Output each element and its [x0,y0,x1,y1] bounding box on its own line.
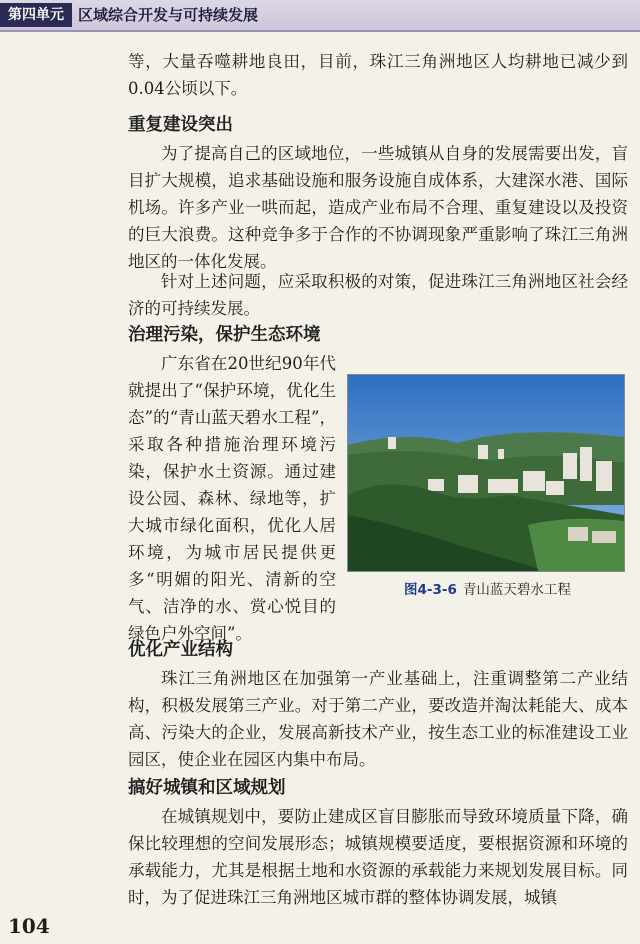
figure-title: 青山蓝天碧水工程 [462,582,571,598]
paragraph-continuation: 等，大量吞噬耕地良田，目前，珠江三角洲地区人均耕地已减少到0.04公顷以下。 [128,52,628,98]
paragraph-countermeasures: 针对上述问题，应采取积极的对策，促进珠江三角洲地区社会经济的可持续发展。 [128,272,628,318]
city-green-photo [347,374,625,572]
paragraph-duplicate-construction: 为了提高自己的区域地位，一些城镇从自身的发展需要出发，盲目扩大规模，追求基础设施和服务设施自成体系，大建深水港、国际机场。许多产业一哄而起，造成产业布局不合理、重复建设以及投资的巨大浪费。这种竞争多于合作的不协调现象严重影响了珠江三角洲地区的一体化发展。 [128,144,628,271]
section-heading-pollution: 治理污染，保护生态环境 [128,325,321,345]
section-heading-duplicate-construction: 重复建设突出 [128,115,233,135]
landscape-illustration [348,375,624,571]
figure-caption [404,578,571,598]
figure-number: 图4-3-6 [404,582,457,598]
paragraph-industry: 珠江三角洲地区在加强第一产业基础上，注重调整第二产业结构，积极发展第三产业。对于第二产业，要改造并淘汰耗能大、成本高、污染大的企业，发展高新技术产业，按生态工业的标准建设工业园区，使企业在园区内集中布局。 [128,669,628,769]
unit-title: 区域综合开发与可持续发展 [78,6,259,24]
section-heading-planning: 搞好城镇和区域规划 [128,778,286,798]
paragraph-pollution: 广东省在20世纪90年代就提出了“保护环境，优化生态”的“青山蓝天碧水工程”，采取各种措施治理环境污染，保护水土资源。通过建设公园、森林、绿地等，扩大城市绿化面积，优化人居环境，为城市居民提供更多“明媚的阳光、清新的空气、洁净的水、赏心悦目的绿色户外空间”。 [128,354,336,643]
page-header [0,0,640,32]
section-heading-industry: 优化产业结构 [128,640,233,660]
unit-label: 第四单元 [0,3,72,27]
paragraph-planning: 在城镇规划中，要防止建成区盲目膨胀而导致环境质量下降，确保比较理想的空间发展形态；城镇规模要适度，要根据资源和环境的承载能力，尤其是根据土地和水资源的承载能力来规划发展目标。同时，为了促进珠江三角洲地区城市群的整体协调发展，城镇 [128,807,628,907]
page-number: 104 [8,914,50,938]
